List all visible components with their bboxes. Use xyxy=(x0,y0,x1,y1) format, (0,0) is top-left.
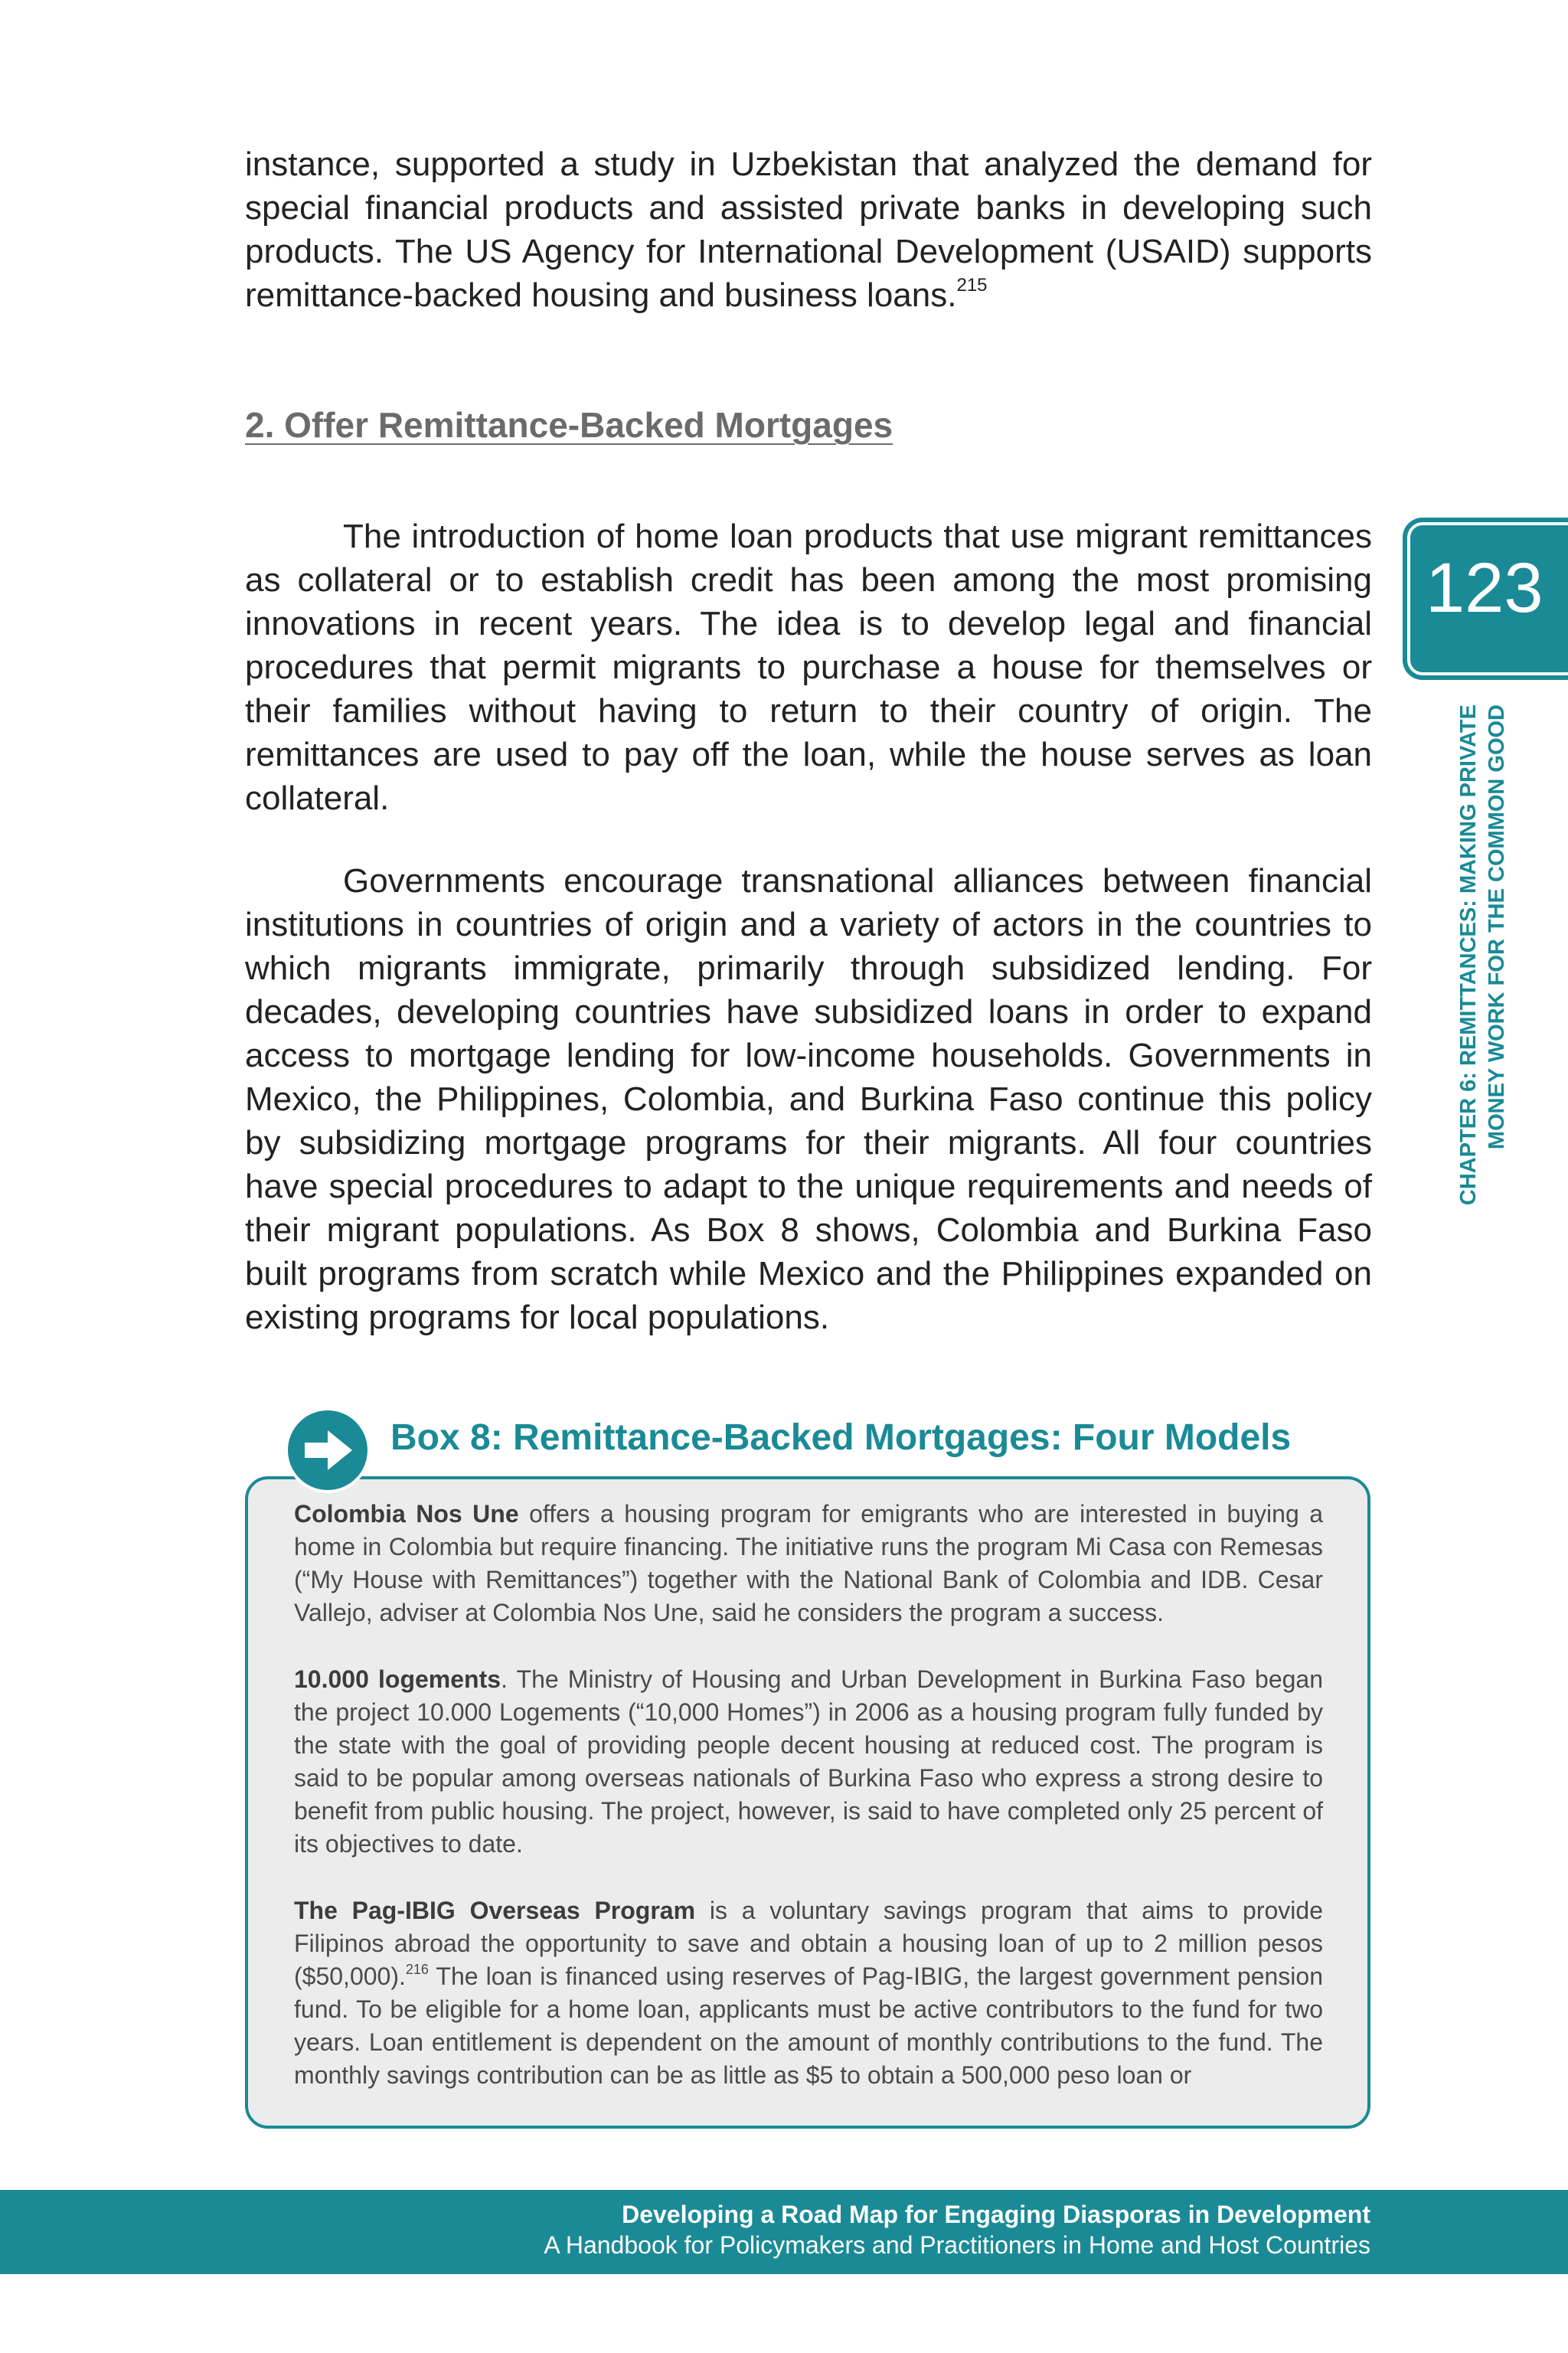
box-item-text: . The Ministry of Housing and Urban Development in Burkina Faso began the project 10.000 Logements (“10,000 Homes”) in 2006 as a housing program fully funded by the state with the goal of providing people decent housing at reduced cost. The program is said to be popular among overseas nationals of Burkina Faso who express a strong desire to benefit from public housing. The project, however, is said to have completed only 25 percent of its objectives to date. xyxy=(294,1665,1324,1858)
page-number: 123 xyxy=(1426,549,1544,627)
footer-subtitle: A Handbook for Policymakers and Practitioners in Home and Host Countries xyxy=(544,2231,1370,2259)
intro-paragraph xyxy=(245,142,1372,317)
box-item-text: is a voluntary savings program that aims to provide Filipinos abroad the opportunity to save and obtain a housing loan of up to 2 million pesos ($50,000). xyxy=(294,1897,1324,1990)
section-heading: 2. Offer Remittance-Backed Mortgages xyxy=(245,405,893,445)
box-item-colombia xyxy=(294,1498,1323,1629)
footnote-ref-215[interactable]: 215 xyxy=(956,275,988,296)
box-item-lead: The Pag-IBIG Overseas Program xyxy=(294,1897,696,1924)
chapter-label-line1: CHAPTER 6: REMITTANCES: MAKING PRIVATE xyxy=(1456,704,1481,1206)
box-item-burkina-faso xyxy=(294,1663,1323,1861)
footer-bar xyxy=(0,2190,1568,2274)
box-item-pag-ibig xyxy=(294,1894,1323,2092)
box-item-lead: 10.000 logements xyxy=(294,1665,501,1693)
box-item-text: offers a housing program for emigrants who are interested in buying a home in Colombia but require financing. The initiative runs the program Mi Casa con Remesas (“My House with Remittances”) together with the National Bank of Colombia and IDB. Cesar Vallejo, adviser at Colombia Nos Une, said he considers the program a success. xyxy=(294,1500,1324,1626)
body-paragraph-2: Governments encourage transnational alliances between financial institutions in countries of origin and a variety of actors in the countries to which migrants immigrate, primarily through subsidized lending. For decades, developing countries have subsidized loans in order to expand access to mortgage lending for low-income households. Governments in Mexico, the Philippines, Colombia, and Burkina Faso continue this policy by subsidizing mortgage programs for their migrants. All four countries have special procedures to adapt to the unique requirements and needs of their migrant populations. As Box 8 shows, Colombia and Burkina Faso built programs from scratch while Mexico and the Philippines expanded on existing programs for local populations. xyxy=(245,862,1372,1336)
arrow-right-circle-icon xyxy=(285,1407,371,1493)
footer-title: Developing a Road Map for Engaging Diasporas in Development xyxy=(622,2201,1370,2228)
chapter-label xyxy=(1455,704,1539,1240)
box8-title: Box 8: Remittance-Backed Mortgages: Four Models xyxy=(390,1417,1292,1458)
body-paragraph-1: The introduction of home loan products that use migrant remittances as collateral or to establish credit has been among the most promising innovations in recent years. The idea is to develop legal and financial procedures that permit migrants to purchase a house for themselves or their families without having to return to their country of origin. The remittances are used to pay off the loan, while the house serves as loan collateral. xyxy=(245,518,1372,817)
intro-text: instance, supported a study in Uzbekistan that analyzed the demand for special financial products and assisted private banks in developing such products. The US Agency for International Development (USAID) supports remittance-backed housing and business loans. xyxy=(245,145,1372,314)
box-item-text-continued: The loan is financed using reserves of Pag-IBIG, the largest government pension fund. To be eligible for a home loan, applicants must be active contributors to the fund for two years. Loan entitlement is dependent on the amount of monthly contributions to the fund. The monthly savings contribution can be as little as $5 to obtain a 500,000 peso loan or xyxy=(294,1962,1323,2089)
footnote-ref-216[interactable]: 216 xyxy=(405,1962,429,1977)
chapter-label-line2: MONEY WORK FOR THE COMMON GOOD xyxy=(1485,704,1509,1150)
page-number-tab xyxy=(1403,518,1568,680)
box-item-lead: Colombia Nos Une xyxy=(294,1500,519,1528)
